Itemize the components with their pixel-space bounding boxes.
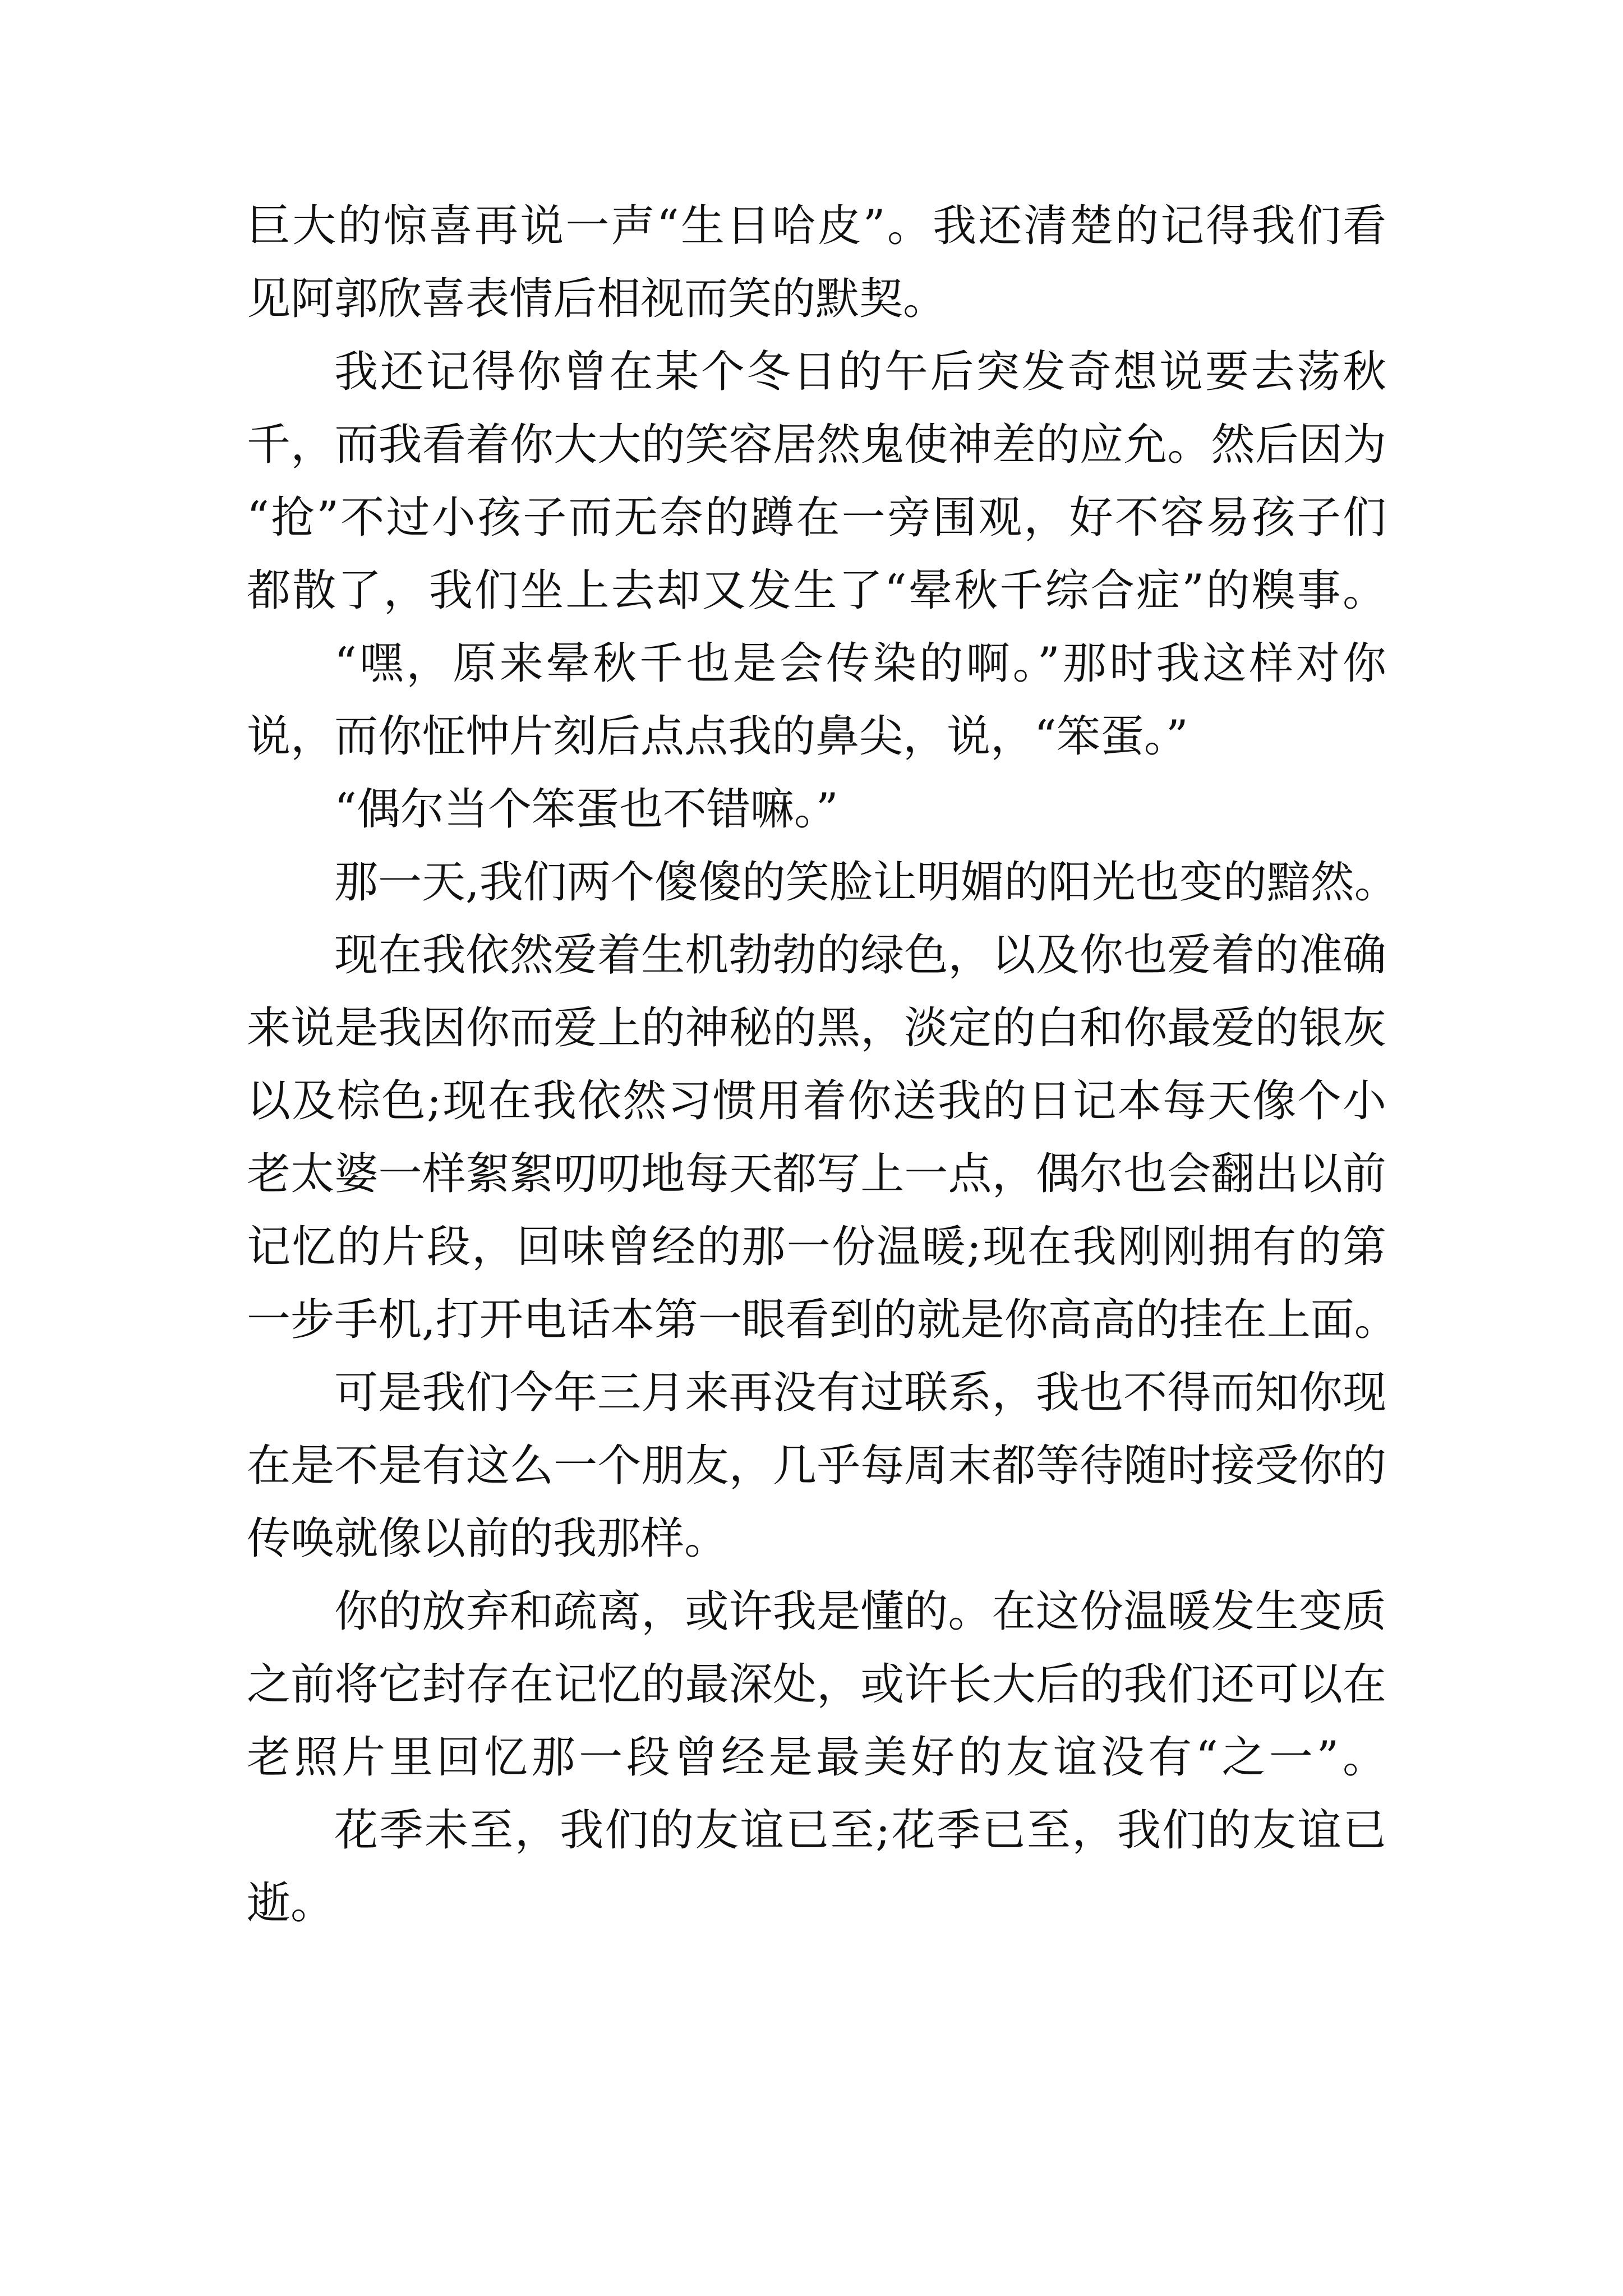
text-line: “偶尔当个笨蛋也不错嘛。”	[334, 784, 838, 835]
text-line: 现在我依然爱着生机勃勃的绿色，以及你也爱着的准确	[334, 930, 1386, 981]
text-line: 你的放弃和疏离，或许我是懂的。在这份温暖发生变质	[334, 1586, 1386, 1637]
text-line: 逝。	[247, 1878, 335, 1929]
text-line: 说，而你怔忡片刻后点点我的鼻尖，说，“笨蛋。”	[247, 711, 1188, 762]
text-line: 都散了，我们坐上去却又发生了“晕秋千综合症”的糗事。	[247, 565, 1386, 616]
text-line: 老太婆一样絮絮叨叨地每天都写上一点，偶尔也会翻出以前	[247, 1149, 1386, 1199]
text-line: 记忆的片段，回味曾经的那一份温暖;现在我刚刚拥有的第	[247, 1222, 1386, 1272]
text-line: 花季未至，我们的友谊已至;花季已至，我们的友谊已	[334, 1805, 1386, 1856]
text-line: 那一天,我们两个傻傻的笑脸让明媚的阳光也变的黯然。	[334, 857, 1398, 908]
text-line: 之前将它封存在记忆的最深处，或许长大后的我们还可以在	[247, 1659, 1386, 1710]
text-line: 见阿郭欣喜表情后相视而笑的默契。	[247, 274, 947, 324]
text-line: 巨大的惊喜再说一声“生日哈皮”。我还清楚的记得我们看	[247, 201, 1386, 251]
text-line: 可是我们今年三月来再没有过联系，我也不得而知你现	[334, 1368, 1386, 1418]
text-line: 在是不是有这么一个朋友，几乎每周末都等待随时接受你的	[247, 1441, 1386, 1491]
text-line: 来说是我因你而爱上的神秘的黑，淡定的白和你最爱的银灰	[247, 1003, 1386, 1053]
text-line: “嘿，原来晕秋千也是会传染的啊。”那时我这样对你	[334, 638, 1386, 689]
text-line: 一步手机,打开电话本第一眼看到的就是你高高的挂在上面。	[247, 1295, 1398, 1345]
text-line: 老照片里回忆那一段曾经是最美好的友谊没有“之一”。	[247, 1732, 1386, 1783]
text-line: 以及棕色;现在我依然习惯用着你送我的日记本每天像个小	[247, 1076, 1386, 1126]
text-line: 传唤就像以前的我那样。	[247, 1513, 728, 1564]
document-body	[247, 190, 1398, 1940]
text-line: “抢”不过小孩子而无奈的蹲在一旁围观，好不容易孩子们	[247, 493, 1386, 543]
text-line: 千，而我看着你大大的笑容居然鬼使神差的应允。然后因为	[247, 420, 1386, 470]
text-line: 我还记得你曾在某个冬日的午后突发奇想说要去荡秋	[334, 347, 1386, 397]
